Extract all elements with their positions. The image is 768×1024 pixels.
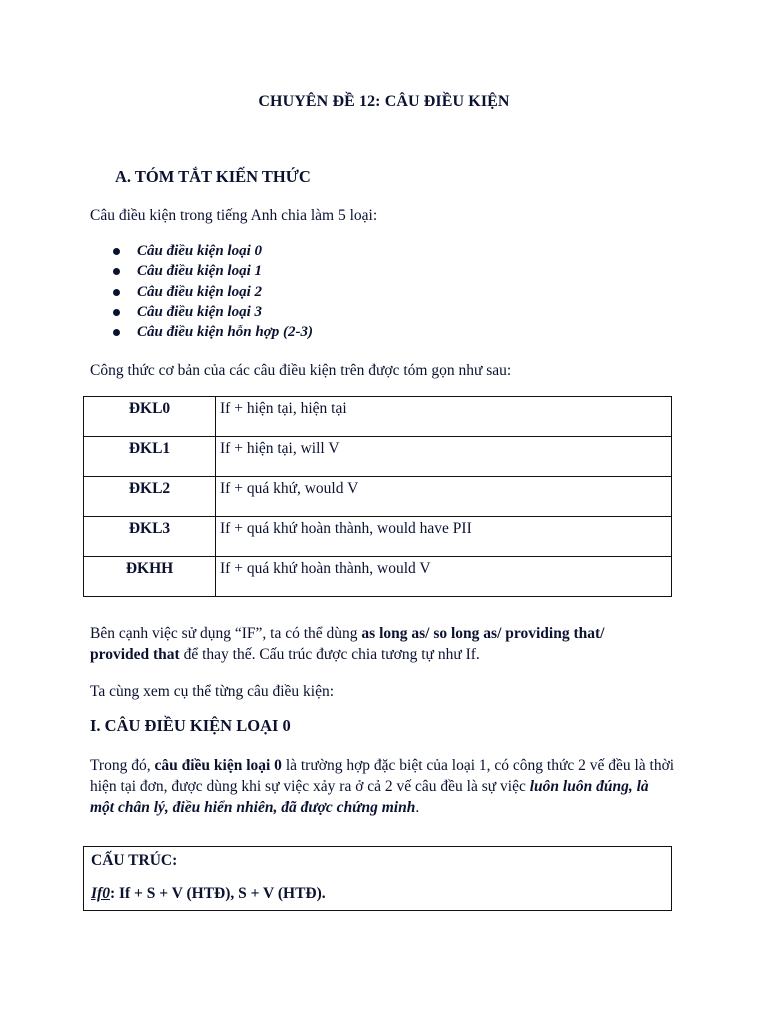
alternatives-paragraph [90,623,650,665]
formula-value: If + hiện tại, hiện tại [216,397,672,437]
list-item [113,261,313,281]
description-text-end: . [415,799,420,816]
conditional-types-list [113,241,313,342]
list-item [113,302,313,322]
transition-paragraph: Ta cùng xem cụ thể từng câu điều kiện: [90,683,335,700]
description-emphasis: luôn luôn đúng, là một chân lý, điều hiển nhiên, đã được chứng minh [90,778,649,816]
formula-value: If + quá khứ hoàn thành, would V [216,557,672,597]
list-item-label: Câu điều kiện hỗn hợp (2-3) [137,324,313,341]
alternatives-text: Bên cạnh việc sử dụng “IF”, ta có thể dùng [90,625,362,642]
bullet-icon [113,289,120,296]
table-row [84,477,672,517]
bullet-icon [113,268,120,275]
type0-description-paragraph [90,755,676,818]
bullet-icon [113,309,120,316]
structure-formula-text: : If + S + V (HTĐ), S + V (HTĐ). [109,885,326,902]
list-item-label: Câu điều kiện loại 2 [137,283,263,300]
alternatives-keywords: as long as/ so long as/ providing that/ provided that [90,625,605,663]
list-item-label: Câu điều kiện loại 3 [137,303,263,320]
structure-tag: If0 [91,885,110,902]
formula-value: If + quá khứ hoàn thành, would have PII [216,517,672,557]
list-item [113,282,313,302]
section-heading-i: I. CÂU ĐIỀU KIỆN LOẠI 0 [90,716,291,735]
list-item-label: Câu điều kiện loại 1 [137,263,263,280]
list-item [113,322,313,342]
list-item-label: Câu điều kiện loại 0 [137,243,263,259]
formula-key: ĐKHH [84,557,216,597]
formula-table [83,396,672,597]
table-row [84,517,672,557]
table-row [84,437,672,477]
formula-value: If + quá khứ, would V [216,477,672,517]
structure-formula [91,885,326,903]
description-text: Trong đó, [90,757,155,774]
document-title: CHUYÊN ĐỀ 12: CÂU ĐIỀU KIỆN [258,93,510,110]
formula-key: ĐKL3 [84,517,216,557]
formula-key: ĐKL2 [84,477,216,517]
formula-intro-paragraph: Công thức cơ bản của các câu điều kiện trên được tóm gọn như sau: [90,362,512,379]
intro-paragraph: Câu điều kiện trong tiếng Anh chia làm 5 loại: [90,207,378,224]
table-row [84,557,672,597]
bullet-icon [113,329,120,336]
list-item [113,241,313,261]
table-row [84,397,672,437]
structure-box [83,846,672,911]
description-text-mid: là trường hợp đặc biệt của loại 1, có công thức 2 vế đều là thời hiện tại đơn, được dùng khi sự việc xảy ra ở cả 2 vế câu đều là sự việc [90,757,675,795]
structure-label: CẤU TRÚC: [91,852,178,869]
section-heading-a: A. TÓM TẮT KIẾN THỨC [115,167,311,186]
formula-key: ĐKL0 [84,397,216,437]
formula-value: If + hiện tại, will V [216,437,672,477]
formula-key: ĐKL1 [84,437,216,477]
description-keyword: câu điều kiện loại 0 [154,757,282,774]
bullet-icon [113,248,120,255]
alternatives-text-end: để thay thế. Cấu trúc được chia tương tự như If. [179,646,480,663]
